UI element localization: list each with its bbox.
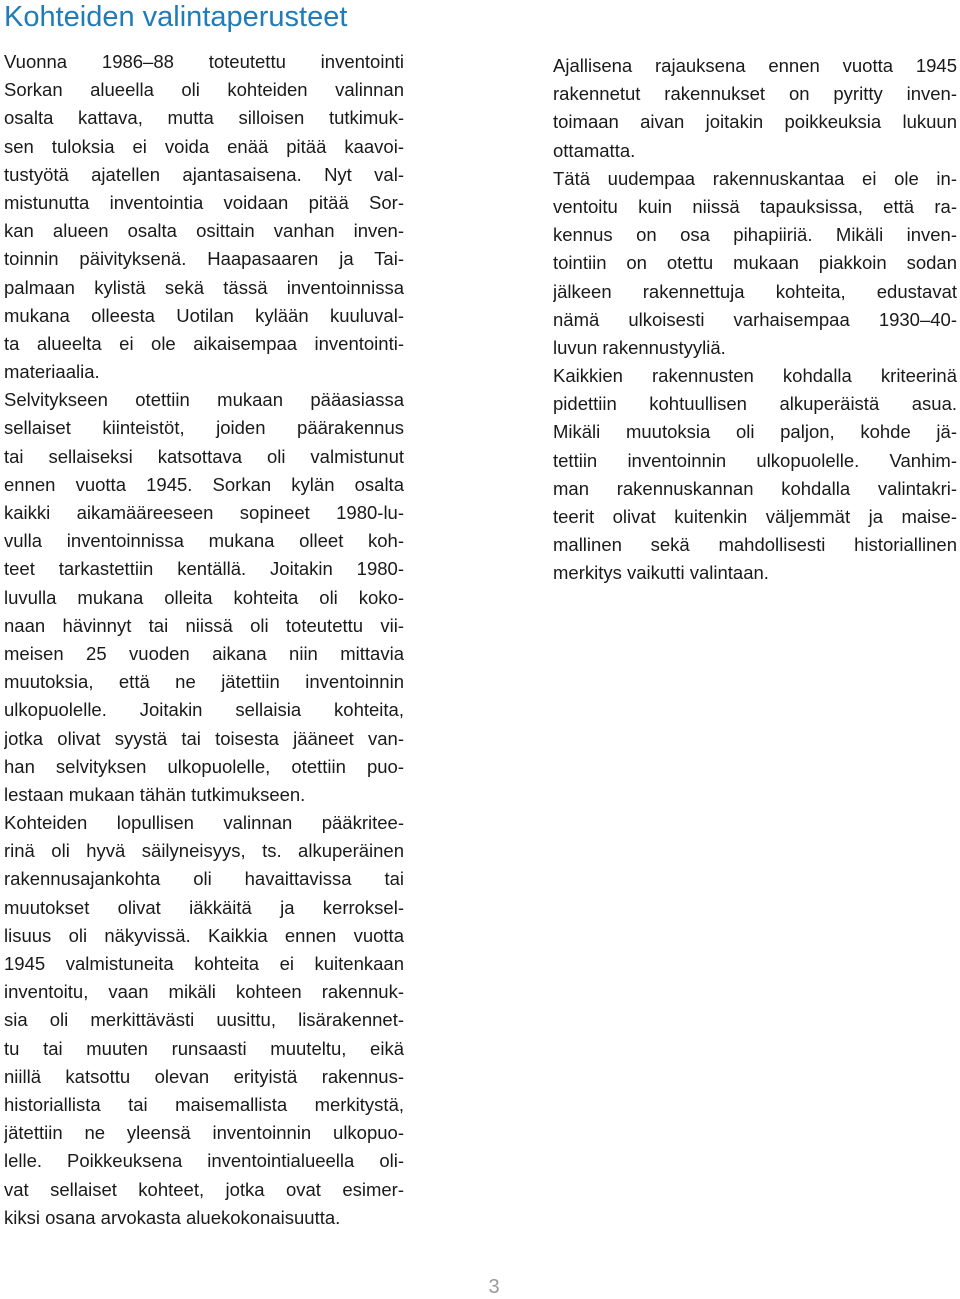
- page-title: Kohteiden valintaperusteet: [4, 1, 348, 33]
- text-line: tu tai muuten runsaasti muuteltu, eikä: [4, 1037, 404, 1059]
- text-line: kaikki aikamääreeseen sopineet 1980-lu-: [4, 502, 404, 523]
- page-number: 3: [488, 1276, 500, 1298]
- text-line: ta alueelta ei ole aikaisempaa inventointi-: [4, 332, 404, 354]
- text-line: kiksi osana arvokasta aluekokonaisuutta.: [4, 1206, 341, 1228]
- text-line: niillä katsottu olevan erityistä rakennus-: [4, 1065, 404, 1087]
- text-line: jotka olivat syystä tai toisesta jääneet van-: [4, 727, 404, 749]
- text-line: historiallista tai maisemallista merkitystä,: [4, 1093, 404, 1115]
- text-line: nämä ulkoisesti varhaisempaa 1930–40-: [553, 308, 957, 330]
- text-line: Sorkan alueella oli kohteiden valinnan: [4, 79, 404, 101]
- text-line: ottamatta.: [553, 139, 636, 161]
- text-line: naan hävinnyt tai niissä oli toteutettu vii-: [4, 614, 404, 636]
- text-line: kennus on osa pihapiiriä. Mikäli inven-: [553, 224, 957, 246]
- text-line: toimaan aivan joitakin poikkeuksia lukuun: [553, 111, 957, 133]
- left-text-column: [4, 48, 404, 1232]
- text-line: vulla inventoinnissa mukana olleet koh-: [4, 530, 404, 552]
- text-line: lisuus oli näkyvissä. Kaikkia ennen vuotta: [4, 924, 404, 946]
- text-line: sen tuloksia ei voida enää pitää kaavoi-: [4, 135, 404, 157]
- text-line: lelle. Poikkeuksena inventointialueella oli-: [4, 1150, 404, 1172]
- text-line: materiaalia.: [4, 361, 100, 383]
- text-line: mistunutta inventointia voidaan pitää Sor-: [4, 191, 404, 213]
- text-line: Ajallisena rajauksena ennen vuotta 1945: [553, 55, 957, 76]
- text-line: sia oli merkittävästi uusittu, lisärakennet-: [4, 1009, 404, 1031]
- text-line: rakennusajankohta oli havaittavissa tai: [4, 868, 404, 890]
- text-line: rinä oli hyvä säilyneisyys, ts. alkuperäinen: [4, 840, 404, 862]
- right-text-column: [553, 52, 957, 588]
- text-line: ventoitu kuin niissä tapauksissa, että ra-: [553, 195, 957, 217]
- text-line: osalta kattava, mutta silloisen tutkimuk-: [4, 107, 404, 129]
- text-line: jälkeen rakennettuja kohteita, edustavat: [553, 280, 957, 302]
- text-line: 1945 valmistuneita kohteita ei kuitenkaan: [4, 953, 404, 974]
- text-line: mallinen sekä mahdollisesti historiallinen: [553, 534, 957, 556]
- text-line: Kaikkien rakennusten kohdalla kriteerinä: [553, 365, 957, 387]
- text-line: meisen 25 vuoden aikana niin mittavia: [4, 642, 404, 664]
- text-line: tettiin inventoinnin ulkopuolelle. Vanhim-: [553, 449, 957, 471]
- text-line: Kohteiden lopullisen valinnan pääkriteе-: [4, 812, 404, 834]
- text-line: jätettiin ne yleensä inventoinnin ulkopuo-: [4, 1122, 404, 1144]
- text-line: kan alueen osalta osittain vanhan inven-: [4, 220, 404, 242]
- text-line: Tätä uudempaa rakennuskantaa ei ole in-: [553, 167, 957, 189]
- text-line: tai sellaiseksi katsottava oli valmistunut: [4, 445, 404, 467]
- text-line: Mikäli muutoksia oli paljon, kohde jä-: [553, 421, 957, 443]
- text-line: rakennetut rakennukset on pyritty inven-: [553, 83, 957, 105]
- text-line: toinnin päivityksenä. Haapasaaren ja Tai-: [4, 248, 404, 270]
- text-line: tustyötä ajatellen ajantasaisena. Nyt val-: [4, 163, 404, 185]
- text-line: luvulla mukana olleita kohteita oli koko-: [4, 586, 404, 608]
- text-line: man rakennuskannan kohdalla valintakri-: [553, 477, 957, 499]
- text-line: sellaiset kiinteistöt, joiden päärakennus: [4, 417, 404, 439]
- text-line: teerit olivat kuitenkin väljemmät ja maise-: [553, 506, 957, 527]
- text-line: mukana olleesta Uotilan kylään kuuluval-: [4, 304, 404, 326]
- text-line: palmaan kylistä sekä tässä inventoinnissa: [4, 276, 404, 298]
- text-line: inventoitu, vaan mikäli kohteen rakennuk-: [4, 981, 404, 1003]
- text-line: han selvityksen ulkopuolelle, otettiin puo-: [4, 755, 404, 777]
- text-line: muutokset olivat iäkkäitä ja kerroksel-: [4, 896, 404, 918]
- text-line: teet tarkastettiin kentällä. Joitakin 1980-: [4, 558, 404, 580]
- text-line: pidettiin kohtuullisen alkuperäistä asua.: [553, 393, 957, 415]
- text-line: Vuonna 1986–88 toteutettu inventointi: [4, 51, 404, 72]
- text-line: vat sellaiset kohteet, jotka ovat esimer-: [4, 1178, 404, 1200]
- text-line: ennen vuotta 1945. Sorkan kylän osalta: [4, 473, 404, 495]
- text-line: lestaan mukaan tähän tutkimukseen.: [4, 783, 306, 805]
- text-line: muutoksia, että ne jätettiin inventoinnin: [4, 671, 404, 693]
- text-line: tointiin on otettu mukaan piakkoin sodan: [553, 252, 957, 274]
- text-line: luvun rakennustyyliä.: [553, 336, 726, 358]
- text-line: merkitys vaikutti valintaan.: [553, 562, 769, 584]
- text-line: Selvitykseen otettiin mukaan pääasiassa: [4, 389, 404, 411]
- text-line: ulkopuolelle. Joitakin sellaisia kohteita,: [4, 699, 404, 721]
